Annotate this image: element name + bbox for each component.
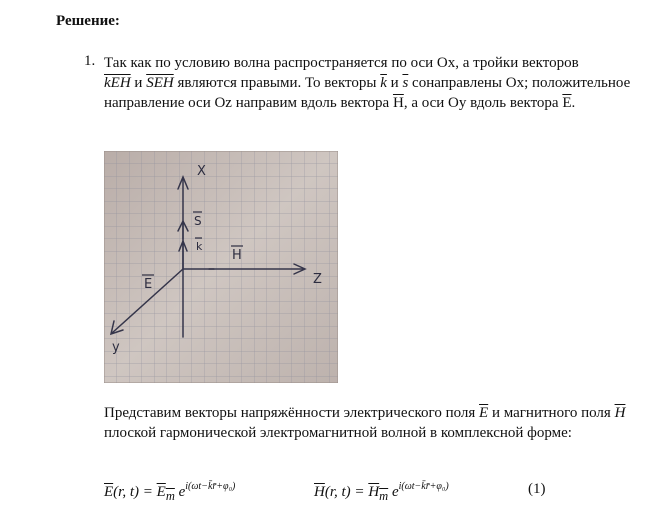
formula-E-vector: $\overline{E}$	[104, 484, 114, 500]
vector-kEH: $\overline{kEH}$	[104, 75, 131, 91]
label-E: E	[144, 277, 153, 292]
p1-text-2: являются правыми. То векторы	[173, 75, 381, 91]
formula-Hm	[368, 484, 389, 503]
formula-Em-sub: m	[165, 489, 175, 503]
label-y-axis: y	[112, 340, 120, 355]
p1-text-4: , а оси Oy вдоль вектора	[403, 95, 563, 111]
formula-Em	[156, 484, 175, 503]
label-z-axis: Z	[313, 272, 322, 287]
formula-E	[104, 481, 235, 504]
equation-number: (1)	[528, 481, 546, 497]
label-k: k	[196, 240, 203, 253]
label-x-axis: X	[197, 164, 206, 179]
p1-and-2: и	[386, 75, 403, 91]
formula-e-1: e	[174, 484, 186, 500]
vector-E: $\overline{E}$	[562, 95, 572, 111]
formula-e-2: e	[388, 484, 399, 500]
formula-E-args: (r, t) =	[113, 484, 157, 500]
label-s: S	[194, 214, 202, 228]
formula-exponent-1: i(ωt−k̄r̄+φ₀)	[185, 481, 236, 492]
solution-heading: Решение:	[56, 13, 120, 29]
p1-text-5: .	[571, 95, 576, 111]
p2-text-3: плоской гармонической электромагнитной волной в комплексной форме:	[104, 425, 572, 441]
p1-and: и	[130, 75, 147, 91]
handwritten-axes-photo	[104, 151, 338, 383]
formula-H-vector: $\overline{H}$	[314, 484, 325, 500]
paragraph-2	[104, 403, 644, 443]
vector-k: $\overline{k}$	[380, 75, 387, 91]
vector-s: $\overline{s}$	[402, 75, 409, 91]
formula-Em-letter: E	[156, 484, 166, 500]
formula-H-args: (r, t) =	[324, 484, 369, 500]
p2-text-1: Представим векторы напряжённости электрического поля	[104, 405, 480, 421]
label-H: H	[232, 248, 242, 263]
p1-text-3: сонаправлены Ox; положительное направление оси Oz направим вдоль вектора	[104, 75, 631, 111]
vector-H: $\overline{H}$	[392, 95, 404, 111]
formula-exponent-2: i(ωt−k̄r̄+φ₀)	[398, 481, 449, 492]
list-item-number: 1.	[84, 53, 96, 69]
vector-E-2: $\overline{E}$	[479, 405, 489, 421]
paragraph-1	[104, 53, 644, 113]
formula-H	[314, 481, 449, 504]
vector-H-2: $\overline{H}$	[614, 405, 626, 421]
formula-Hm-letter: H	[368, 484, 380, 500]
p2-text-2: и магнитного поля	[488, 405, 615, 421]
formula-Hm-sub: m	[379, 489, 389, 503]
p1-text-1: Так как по условию волна распространяется по оси Ox, а тройки векторов	[104, 55, 579, 71]
vector-SEH: $\overline{SEH}$	[146, 75, 174, 91]
